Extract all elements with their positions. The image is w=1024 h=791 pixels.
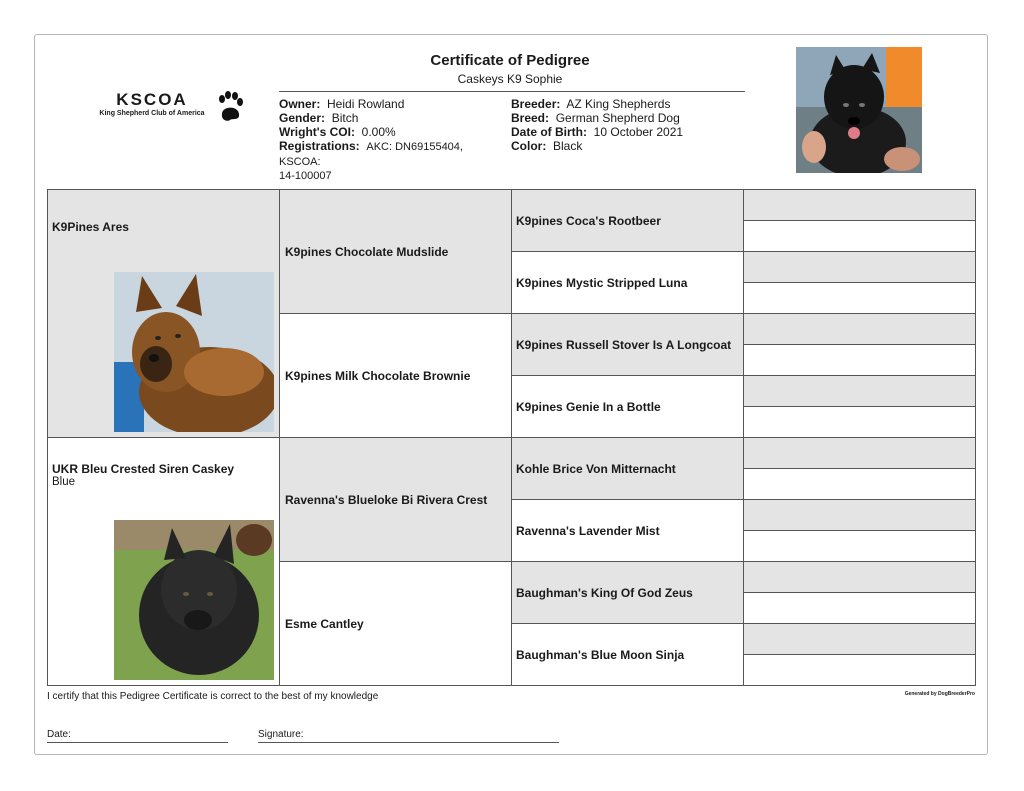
breeder-label: Breeder:: [511, 97, 561, 111]
empty-cell: [743, 282, 976, 314]
empty-cell: [743, 189, 976, 221]
gender-value: Bitch: [331, 111, 359, 125]
grandparent-name: K9pines Milk Chocolate Brownie: [285, 369, 471, 383]
great-grandparent-name: K9pines Mystic Stripped Luna: [516, 276, 688, 290]
owner-label: Owner:: [279, 97, 321, 111]
great-grandparent-name: Ravenna's Lavender Mist: [516, 524, 660, 538]
great-grandparent-name: Kohle Brice Von Mitternacht: [516, 462, 676, 476]
grandparent-name: K9pines Chocolate Mudslide: [285, 245, 449, 259]
owner-value: Heidi Rowland: [327, 97, 405, 111]
dam-name: UKR Bleu Crested Siren Caskey: [52, 462, 235, 476]
empty-cell: [743, 220, 976, 252]
great-grandparent-name: Baughman's Blue Moon Sinja: [516, 648, 685, 662]
logo-tagline: King Shepherd Club of America: [99, 110, 205, 117]
details-left: [279, 97, 504, 183]
date-line[interactable]: [47, 742, 228, 743]
empty-cell: [743, 530, 976, 562]
title-divider: [279, 91, 745, 92]
coi-value: 0.00%: [361, 125, 396, 139]
dob-value: 10 October 2021: [593, 125, 684, 139]
breed-value: German Shepherd Dog: [555, 111, 680, 125]
signature-label: Signature:: [258, 729, 304, 740]
empty-cell: [743, 375, 976, 407]
registrations-value: AKC: DN69155404, KSCOA:: [279, 141, 463, 168]
great-grandparent-name: K9pines Coca's Rootbeer: [516, 214, 661, 228]
empty-cell: [743, 406, 976, 438]
empty-cell: [743, 654, 976, 686]
dam-color: Blue: [52, 476, 76, 488]
grandparent-name: Esme Cantley: [285, 617, 364, 631]
great-grandparent-name: Baughman's King Of God Zeus: [516, 586, 693, 600]
certify-statement: I certify that this Pedigree Certificate is correct to the best of my knowledge: [47, 691, 379, 702]
empty-cell: [743, 313, 976, 345]
gender-label: Gender:: [279, 111, 326, 125]
empty-cell: [743, 437, 976, 469]
sire-name: K9Pines Ares: [52, 220, 129, 234]
empty-cell: [743, 344, 976, 376]
empty-cell: [743, 592, 976, 624]
empty-cell: [743, 499, 976, 531]
details-right: [511, 97, 741, 153]
generated-by: Generated by DogBreederPro: [904, 691, 975, 697]
registrations-cont: 14-100007: [279, 170, 332, 182]
grandparent-name: Ravenna's Blueloke Bi Rivera Crest: [285, 493, 488, 507]
sire-photo: [114, 272, 274, 432]
dam-photo: [114, 520, 274, 680]
great-grandparent-name: K9pines Genie In a Bottle: [516, 400, 661, 414]
page-title: Certificate of Pedigree: [430, 52, 590, 69]
empty-cell: [743, 468, 976, 500]
empty-cell: [743, 251, 976, 283]
color-value: Black: [553, 139, 583, 153]
coi-label: Wright's COI:: [279, 125, 355, 139]
great-grandparent-name: K9pines Russell Stover Is A Longcoat: [516, 338, 732, 352]
paw-icon: [216, 90, 244, 124]
breed-label: Breed:: [511, 111, 550, 125]
registrations-label: Registrations:: [279, 139, 360, 153]
puppy-photo: [796, 47, 922, 173]
logo-name: KSCOA: [116, 90, 188, 109]
empty-cell: [743, 561, 976, 593]
empty-cell: [743, 623, 976, 655]
dog-name: Caskeys K9 Sophie: [457, 72, 563, 86]
breeder-value: AZ King Shepherds: [566, 97, 671, 111]
dob-label: Date of Birth:: [511, 125, 587, 139]
date-label: Date:: [47, 729, 71, 740]
signature-line[interactable]: [258, 742, 559, 743]
color-label: Color:: [511, 139, 547, 153]
